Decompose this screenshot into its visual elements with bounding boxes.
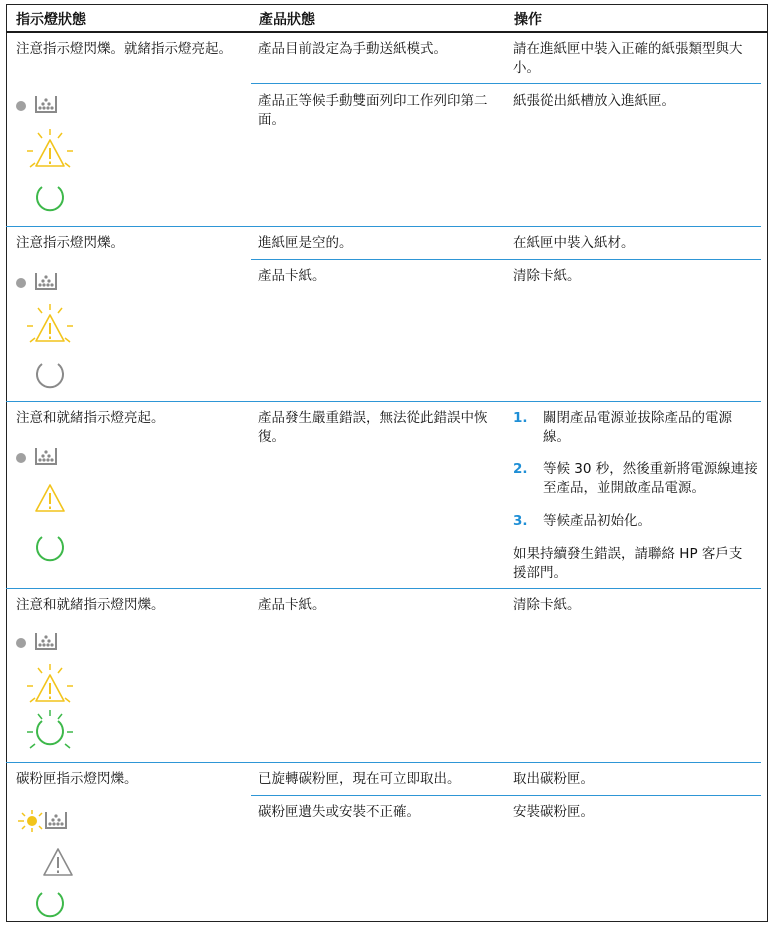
row1-action2: 紙張從出紙槽放入進紙匣。 (513, 93, 675, 109)
row5-desc: 碳粉匣指示燈閃爍。 (16, 771, 138, 787)
row1-desc: 注意指示燈閃爍。就緒指示燈亮起。 (16, 41, 232, 57)
step-number: 1. (513, 410, 528, 426)
row2-action2: 清除卡紙。 (513, 268, 581, 284)
attention-light-off-icon (32, 842, 82, 882)
row5-action2: 安裝碳粉匣。 (513, 804, 594, 820)
ready-light-on-icon (32, 530, 72, 570)
ready-light-on-icon (32, 886, 72, 922)
row2-divider (251, 259, 761, 260)
row5-state1: 已旋轉碳粉匣，現在可立即取出。 (258, 771, 461, 787)
header-rule (6, 31, 768, 33)
ready-light-off-icon (32, 357, 72, 397)
attention-light-on-icon (20, 476, 80, 526)
step-number: 3. (513, 513, 528, 529)
row2-bottom-rule (6, 401, 761, 402)
step-text: 等候 30 秒，然後重新將電源線連接至產品，並開啟產品電源。 (543, 461, 758, 496)
row1-divider (251, 83, 761, 84)
row1-bottom-rule (6, 226, 761, 227)
header-action: 操作 (514, 12, 542, 28)
ready-light-on-icon (32, 180, 72, 220)
row2-state2: 產品卡紙。 (258, 268, 326, 284)
row3-bottom-rule (6, 588, 761, 589)
header-state: 產品狀態 (259, 12, 315, 28)
row3-state: 產品發生嚴重錯誤，無法從此錯誤中恢復。 (258, 410, 488, 445)
step-text: 關閉產品電源並拔除產品的電源線。 (543, 410, 732, 445)
toner-light-blinking-icon (10, 800, 80, 840)
header-lights: 指示燈狀態 (16, 12, 86, 28)
ready-light-blinking-icon (20, 708, 80, 758)
toner-light-off-icon (12, 442, 72, 472)
attention-light-blinking-icon (20, 300, 80, 355)
step-number: 2. (513, 461, 528, 477)
row2-desc: 注意指示燈閃爍。 (16, 235, 124, 251)
toner-light-off-icon (12, 267, 72, 297)
row5-divider (251, 795, 761, 796)
row5-action1: 取出碳粉匣。 (513, 771, 594, 787)
row3-desc: 注意和就緒指示燈亮起。 (16, 410, 165, 426)
attention-light-blinking-icon (20, 125, 80, 180)
row4-bottom-rule (6, 762, 761, 763)
row2-state1: 進紙匣是空的。 (258, 235, 353, 251)
row4-state: 產品卡紙。 (258, 597, 326, 613)
attention-light-blinking-icon (20, 660, 80, 712)
row5-state2: 碳粉匣遺失或安裝不正確。 (258, 804, 420, 820)
row3-note: 如果持續發生錯誤，請聯絡 HP 客戶支援部門。 (513, 546, 743, 581)
row2-action1: 在紙匣中裝入紙材。 (513, 235, 635, 251)
table-header (6, 4, 768, 32)
row4-desc: 注意和就緒指示燈閃爍。 (16, 597, 165, 613)
toner-light-off-icon (12, 627, 72, 657)
toner-light-off-icon (12, 90, 72, 120)
row1-state2: 產品正等候手動雙面列印工作列印第二面。 (258, 93, 488, 128)
row1-action1: 請在進紙匣中裝入正確的紙張類型與大小。 (513, 41, 743, 76)
row1-state1: 產品目前設定為手動送紙模式。 (258, 41, 447, 57)
row4-action: 清除卡紙。 (513, 597, 581, 613)
step-text: 等候產品初始化。 (543, 513, 651, 529)
